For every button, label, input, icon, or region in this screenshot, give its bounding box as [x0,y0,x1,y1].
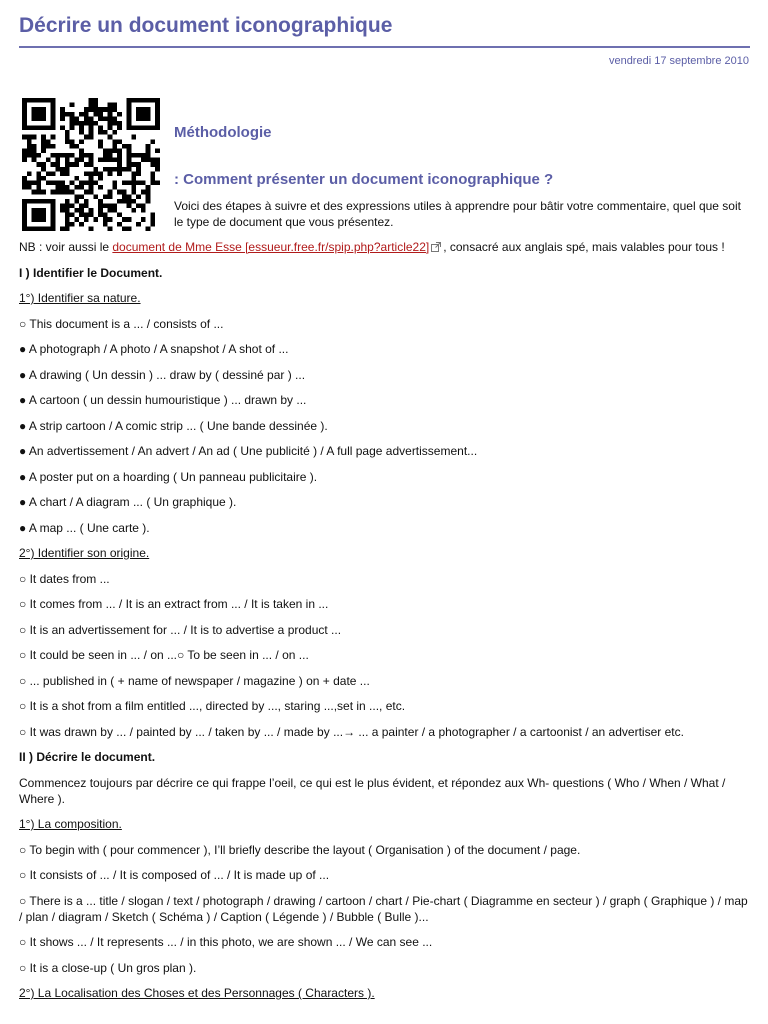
subsection-heading: 2°) La Localisation des Choses et des Personnages ( Characters ). [19,986,375,1000]
article-subtitle: : Comment présenter un document iconographique ? [174,171,554,188]
body-line: ○ It was drawn by ... / painted by ... / taken by ... / made by ...→ ... a painter / a photographer / a cartoonist / an advertiser etc. [19,724,684,739]
body-line: ○ It comes from ... / It is an extract from ... / It is taken in ... [19,597,329,611]
body-line: ● A drawing ( Un dessin ) ... draw by ( dessiné par ) ... [19,367,306,382]
body-line: ○ It consists of ... / It is composed of ... / It is made up of ... [19,868,330,882]
body-line: ○ ... published in ( + name of newspaper / magazine ) on + date ... [19,673,370,688]
body-line: ● A map ... ( Une carte ). [19,520,150,535]
body-line: ○ It dates from ... [19,571,110,586]
body-line: ● An advertissement / An advert / An ad ( Une publicité ) / A full page advertissement... [19,444,478,458]
external-link-icon [431,242,441,252]
body-line: ○ To begin with ( pour commencer ), I’ll briefly describe the layout ( Organisation ) of the document / page. [19,842,581,857]
body-line: ● A cartoon ( un dessin humouristique ) ... drawn by ... [19,393,307,407]
title-divider [19,46,750,48]
nb-suffix: , consacré aux anglais spé, mais valables pour tous ! [443,240,725,254]
body-line: ○ It is a close-up ( Un gros plan ). [19,960,197,975]
body-line: ○ It is a shot from a film entitled ..., directed by ..., staring ...,set in ..., etc. [19,699,406,713]
section-label: Méthodologie [174,124,272,141]
publication-date: vendredi 17 septembre 2010 [608,55,749,67]
body-line: ● A chart / A diagram ... ( Un graphique ). [19,495,237,509]
body-line: ● A photograph / A photo / A snapshot / A shot of ... [19,342,289,356]
subsection-heading: 1°) La composition. [19,817,122,831]
body-line: ○ This document is a ... / consists of ... [19,316,224,331]
page-title: Décrire un document iconographique [19,14,393,37]
body-line: ○ There is a ... title / slogan / text / photograph / drawing / cartoon / chart / Pie-chart ( Diagramme en secteur ) / graph ( Graphique ) / map / plan / diagram / Sketch ( Schéma ) / Caption ( Légende ) / Bubble ( Bulle )... [19,893,748,924]
body-line: ● A strip cartoon / A comic strip ... ( Une bande dessinée ). [19,418,328,433]
document-link[interactable]: document de Mme Esse [essueur.free.fr/spip.php?article22] [112,240,430,254]
body-line: ○ It shows ... / It represents ... / in this photo, we are shown ... / We can see ... [19,935,433,949]
section-heading: II ) Décrire le document. [19,750,156,764]
body-line: ○ It is an advertissement for ... / It is to advertise a product ... [19,622,342,637]
subsection-heading: 2°) Identifier son origine. [19,546,150,560]
intro-paragraph: Voici des étapes à suivre et des expressions utiles à apprendre pour bâtir votre commentaire, quel que soit le type de document que vous présentez. [174,199,741,229]
article-body [19,239,749,1011]
body-line: Commencez toujours par décrire ce qui frappe l’oeil, ce qui est le plus évident, et répondez aux Wh- questions ( Who / When / What / Where ). [19,775,726,806]
nb-note [19,239,749,255]
section-heading: I ) Identifier le Document. [19,265,163,280]
qr-code-icon [22,98,160,231]
subsection-heading: 1°) Identifier sa nature. [19,291,141,305]
body-line: ○ It could be seen in ... / on ...○ To be seen in ... / on ... [19,648,309,662]
nb-prefix: NB : voir aussi le [19,240,113,254]
body-line: ● A poster put on a hoarding ( Un panneau publicitaire ). [19,469,318,484]
